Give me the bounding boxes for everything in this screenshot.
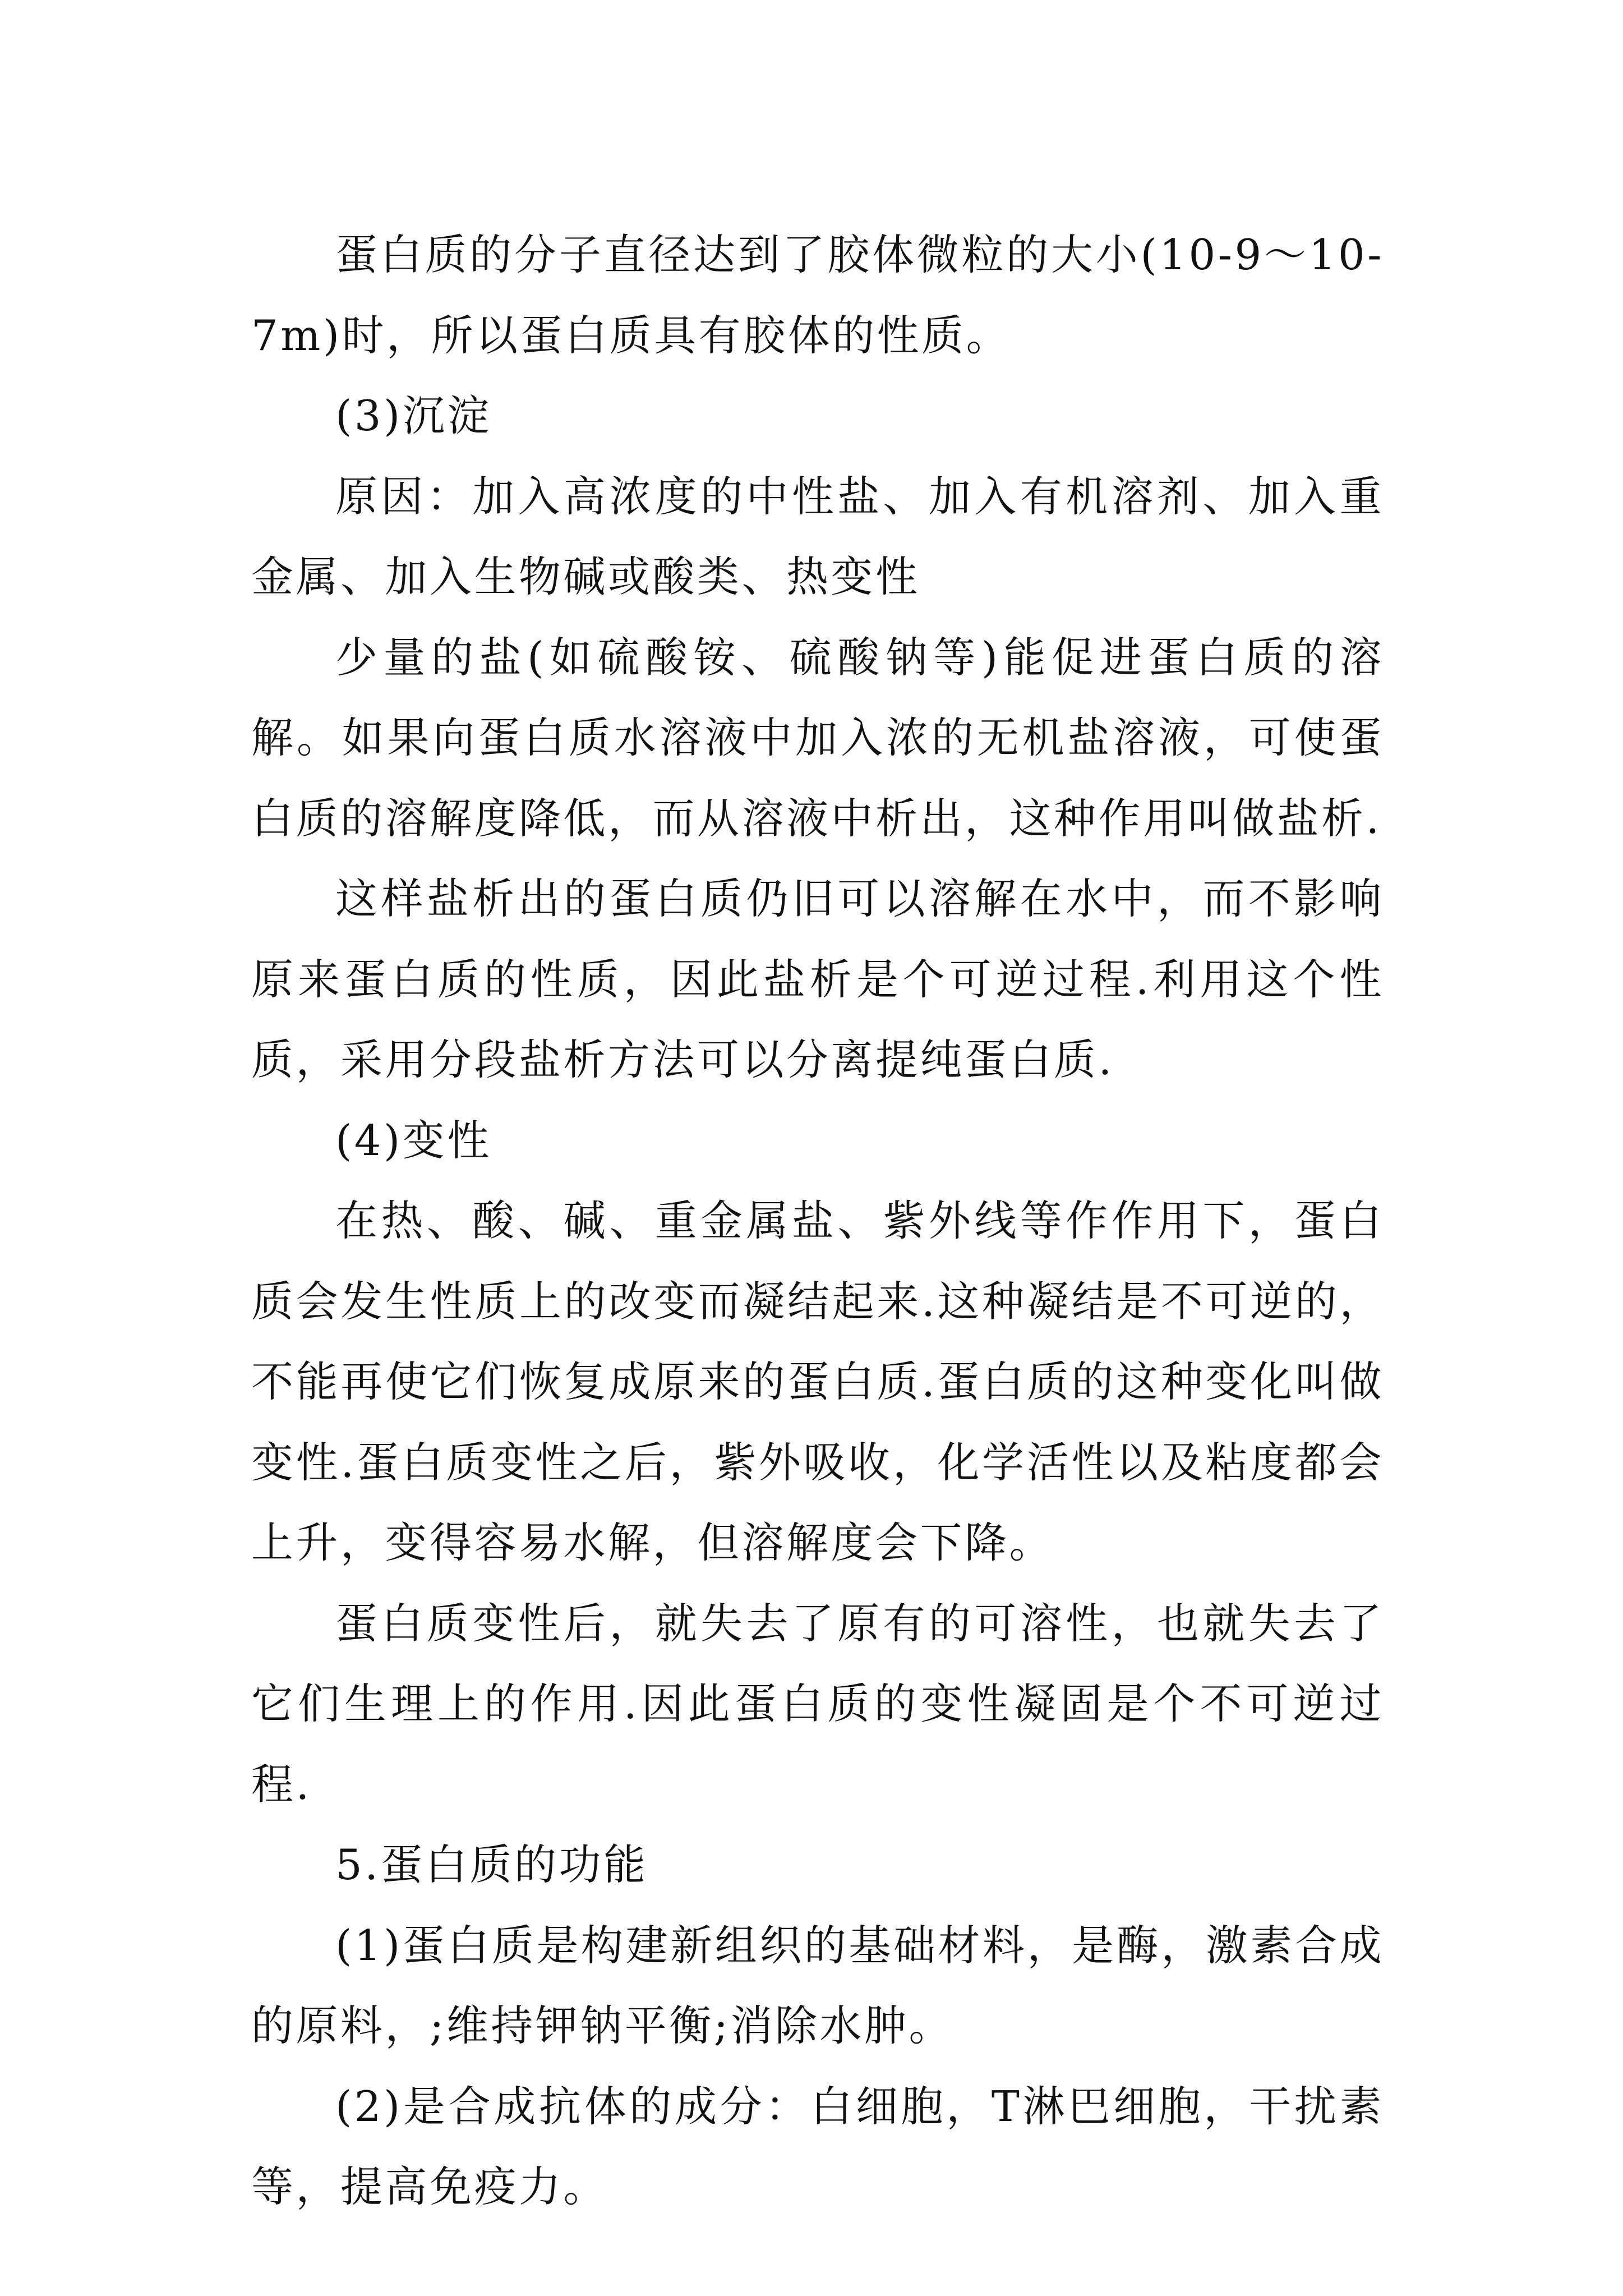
paragraph-function-1: (1)蛋白质是构建新组织的基础材料，是酶，激素合成的原料，;维持钾钠平衡;消除水肿。 xyxy=(251,1920,1384,2050)
heading-protein-functions: 5.蛋白质的功能 xyxy=(335,1840,648,1889)
paragraph-precipitation-causes: 原因：加入高浓度的中性盐、加入有机溶剂、加入重金属、加入生物碱或酸类、热变性 xyxy=(251,471,1384,601)
paragraph-colloid-size: 蛋白质的分子直径达到了胶体微粒的大小(10-9～10-7m)时，所以蛋白质具有胶体的性质。 xyxy=(251,230,1384,360)
paragraph-denaturation-irreversible: 蛋白质变性后，就失去了原有的可溶性，也就失去了它们生理上的作用.因此蛋白质的变性凝固是个不可逆过程. xyxy=(251,1598,1384,1809)
heading-denaturation: (4)变性 xyxy=(335,1115,492,1165)
paragraph-salting-out-reversible: 这样盐析出的蛋白质仍旧可以溶解在水中，而不影响原来蛋白质的性质，因此盐析是个可逆过程.利用这个性质，采用分段盐析方法可以分离提纯蛋白质. xyxy=(251,874,1384,1084)
paragraph-denaturation-description: 在热、酸、碱、重金属盐、紫外线等作作用下，蛋白质会发生性质上的改变而凝结起来.这种凝结是不可逆的，不能再使它们恢复成原来的蛋白质.蛋白质的这种变化叫做变性.蛋白质变性之后，紫外吸收，化学活性以及粘度都会上升，变得容易水解，但溶解度会下降。 xyxy=(251,1196,1384,1567)
document-body xyxy=(251,215,1384,2228)
paragraph-function-2: (2)是合成抗体的成分：白细胞，T淋巴细胞，干扰素等，提高免疫力。 xyxy=(251,2081,1384,2211)
paragraph-salting-out: 少量的盐(如硫酸铵、硫酸钠等)能促进蛋白质的溶解。如果向蛋白质水溶液中加入浓的无机盐溶液，可使蛋白质的溶解度降低，而从溶液中析出，这种作用叫做盐析. xyxy=(251,632,1384,843)
heading-precipitation: (3)沉淀 xyxy=(335,391,492,440)
